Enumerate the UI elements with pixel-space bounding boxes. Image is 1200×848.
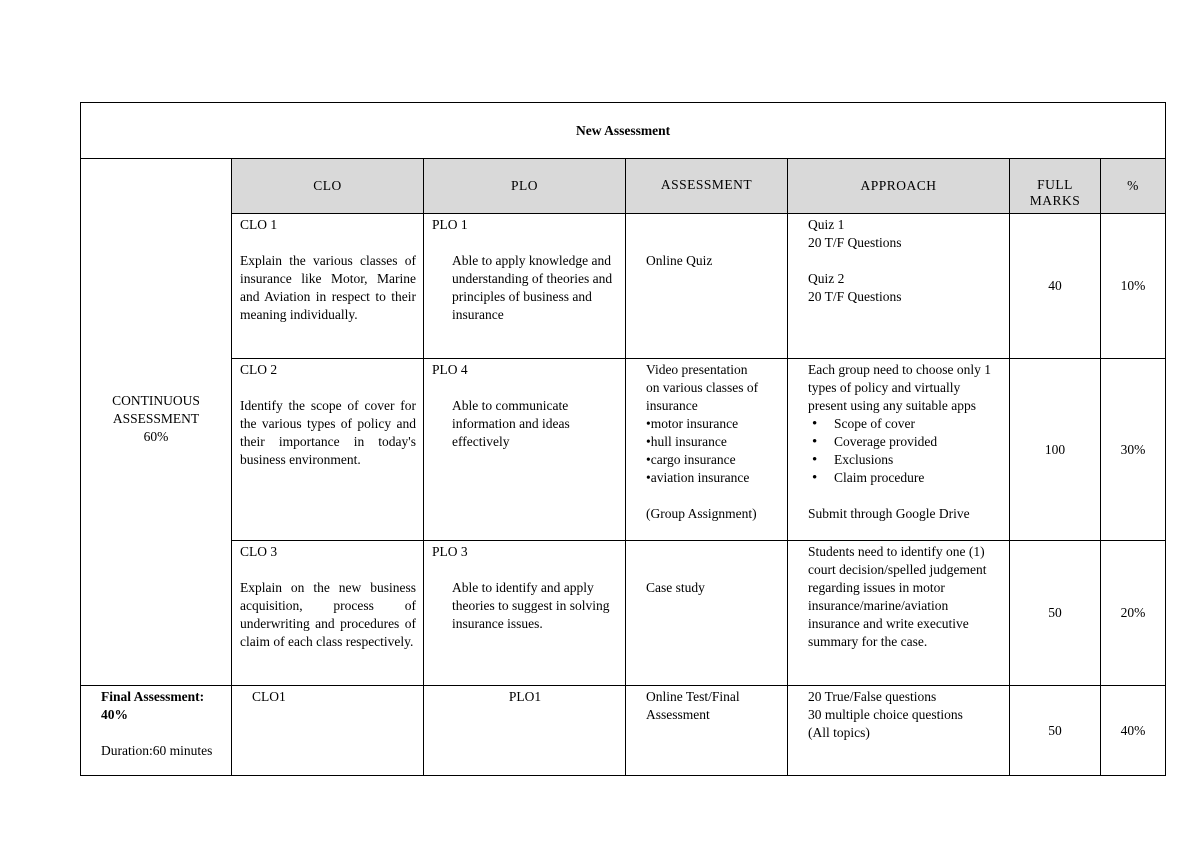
full-marks-cell: 40: [1010, 214, 1101, 359]
final-duration: Duration:60 minutes: [101, 743, 213, 758]
plo-description: Able to identify and apply theories to suggest in solving insurance issues.: [452, 580, 610, 631]
plo-cell: [424, 359, 626, 541]
assessment-line: on various classes of: [646, 380, 759, 395]
plo-cell: [424, 214, 626, 359]
plo-code: PLO 1: [432, 217, 468, 232]
assessment-cell: [626, 359, 788, 541]
clo-code: CLO 3: [240, 544, 278, 559]
plo-cell: [424, 541, 626, 686]
table-row: [81, 686, 1166, 776]
full-marks-cell: 100: [1010, 359, 1101, 541]
assessment-note: (Group Assignment): [646, 506, 757, 521]
approach-line: 30 multiple choice questions: [808, 707, 963, 722]
approach-cell: [788, 541, 1010, 686]
approach-line: 20 T/F Questions: [808, 235, 902, 250]
header-assessment: ASSESSMENT: [626, 159, 788, 214]
assessment-cell: Online Test/Final Assessment: [626, 686, 788, 776]
clo-description: Explain the various classes of insurance like Motor, Marine and Aviation in respect to their meaning individually.: [240, 253, 416, 322]
clo-description: Identify the scope of cover for the various types of policy and their importance in today's business environment.: [240, 398, 416, 467]
assessment-line: •hull insurance: [646, 434, 727, 449]
approach-cell: [788, 686, 1010, 776]
approach-cell: [788, 359, 1010, 541]
approach-footer: Submit through Google Drive: [808, 506, 970, 521]
list-item: • Exclusions: [834, 451, 1002, 469]
percent-cell: 30%: [1101, 359, 1166, 541]
full-marks-cell: 50: [1010, 541, 1101, 686]
table-row: [81, 359, 1166, 541]
approach-cell: [788, 214, 1010, 359]
table-title: New Assessment: [81, 103, 1166, 159]
assessment-line: •cargo insurance: [646, 452, 736, 467]
assessment-text: Case study: [646, 580, 705, 595]
clo-cell: [232, 359, 424, 541]
percent-cell: 40%: [1101, 686, 1166, 776]
assessment-cell: [626, 214, 788, 359]
clo-cell: [232, 214, 424, 359]
assessment-text: Online Quiz: [646, 253, 713, 268]
plo-code: PLO 4: [432, 362, 468, 377]
continuous-line-2: ASSESSMENT: [112, 411, 200, 426]
approach-line: (All topics): [808, 725, 870, 740]
approach-line: 20 True/False questions: [808, 689, 937, 704]
assessment-sheet: [80, 102, 1165, 774]
approach-bullet-list: [808, 415, 1002, 487]
list-item: • Scope of cover: [834, 415, 1002, 433]
clo-cell: CLO1: [232, 686, 424, 776]
header-full-marks-line-1: FULL: [1037, 177, 1073, 192]
approach-line: Quiz 1: [808, 217, 845, 232]
final-assessment-label: Final Assessment: 40%: [101, 689, 205, 722]
plo-code: PLO 3: [432, 544, 468, 559]
assessment-table: [80, 102, 1166, 776]
header-full-marks-line-2: MARKS: [1029, 193, 1081, 208]
percent-cell: 20%: [1101, 541, 1166, 686]
approach-text: Students need to identify one (1) court decision/spelled judgement regarding issues in motor insurance/marine/aviation insurance and write executive summary for the case.: [808, 544, 987, 649]
table-row: [81, 214, 1166, 359]
clo-description: Explain on the new business acquisition, process of underwriting and procedures of claim of each class respectively.: [240, 580, 416, 649]
continuous-line-1: CONTINUOUS: [112, 393, 200, 408]
header-full-marks: [1010, 159, 1101, 214]
full-marks-cell: 50: [1010, 686, 1101, 776]
approach-line: 20 T/F Questions: [808, 289, 902, 304]
continuous-assessment-label: [81, 159, 232, 686]
percent-cell: 10%: [1101, 214, 1166, 359]
approach-line: Quiz 2: [808, 271, 845, 286]
header-percent: %: [1101, 159, 1166, 214]
plo-description: Able to communicate information and ideas effectively: [452, 398, 570, 449]
assessment-cell: [626, 541, 788, 686]
header-clo: CLO: [232, 159, 424, 214]
plo-description: Able to apply knowledge and understanding of theories and principles of business and insurance: [452, 253, 613, 322]
plo-cell: PLO1: [424, 686, 626, 776]
clo-cell: [232, 541, 424, 686]
approach-intro: Each group need to choose only 1 types of policy and virtually present using any suitable apps: [808, 362, 991, 413]
clo-code: CLO 1: [240, 217, 278, 232]
assessment-line: insurance: [646, 398, 698, 413]
assessment-line: Video presentation: [646, 362, 748, 377]
clo-code: CLO 2: [240, 362, 278, 377]
continuous-line-3: 60%: [143, 429, 169, 444]
final-assessment-cell: [81, 686, 232, 776]
assessment-line: •motor insurance: [646, 416, 739, 431]
header-approach: APPROACH: [788, 159, 1010, 214]
table-row: [81, 541, 1166, 686]
header-plo: PLO: [424, 159, 626, 214]
list-item: • Coverage provided: [834, 433, 1002, 451]
list-item: • Claim procedure: [834, 469, 1002, 487]
assessment-line: •aviation insurance: [646, 470, 750, 485]
